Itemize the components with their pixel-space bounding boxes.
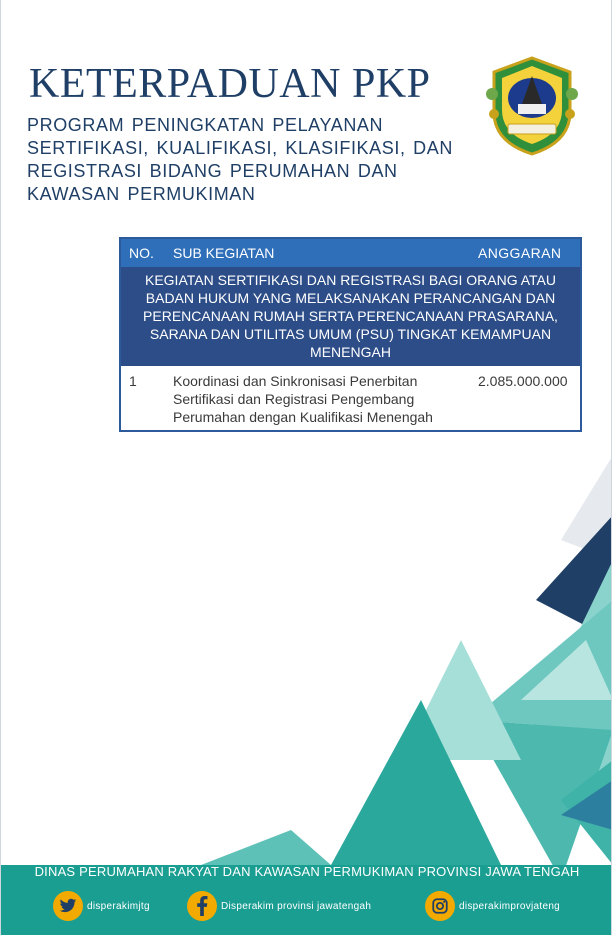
instagram-handle: disperakimprovjateng [459,900,561,912]
program-title: PROGRAM PENINGKATAN PELAYANAN SERTIFIKASI, KUALIFIKASI, KLASIFIKASI, DAN REGISTRASI BIDANG PERUMAHAN DAN KAWASAN PERMUKIMAN [27,115,453,204]
social-facebook[interactable] [187,891,371,921]
twitter-handle: disperakimjtg [87,900,150,912]
facebook-icon [187,891,217,921]
table-header-row [121,239,580,267]
social-twitter[interactable] [53,891,150,921]
social-instagram[interactable] [425,891,560,921]
header-no: NO. [129,245,154,261]
row-no: 1 [129,373,137,389]
header-sub-kegiatan: SUB KEGIATAN [173,245,275,261]
twitter-icon [53,891,83,921]
facebook-page: Disperakim provinsi jawatengah [221,900,372,912]
row-sub-kegiatan: Koordinasi dan Sinkronisasi Penerbitan Sertifikasi dan Registrasi Pengembang Perumahan dengan Kualifikasi Menengah [173,373,433,425]
row-anggaran: 2.085.000.000 [478,373,568,389]
jawa-tengah-emblem-logo [484,54,580,158]
agency-name: DINAS PERUMAHAN RAKYAT DAN KAWASAN PERMUKIMAN PROVINSI JAWA TENGAH [34,864,580,879]
page-title: KETERPADUAN PKP [29,61,431,107]
budget-table [119,237,582,432]
table-row [121,366,580,430]
activity-group-title: KEGIATAN SERTIFIKASI DAN REGISTRASI BAGI ORANG ATAU BADAN HUKUM YANG MELAKSANAKAN PERANCANGAN DAN PERENCANAAN RUMAH SERTA PERENCANAAN PRASARANA, SARANA DAN UTILITAS UMUM (PSU) TINGKAT KEMAMPUAN MENENGAH [121,267,580,366]
instagram-icon [425,891,455,921]
header-anggaran: ANGGARAN [478,245,562,261]
